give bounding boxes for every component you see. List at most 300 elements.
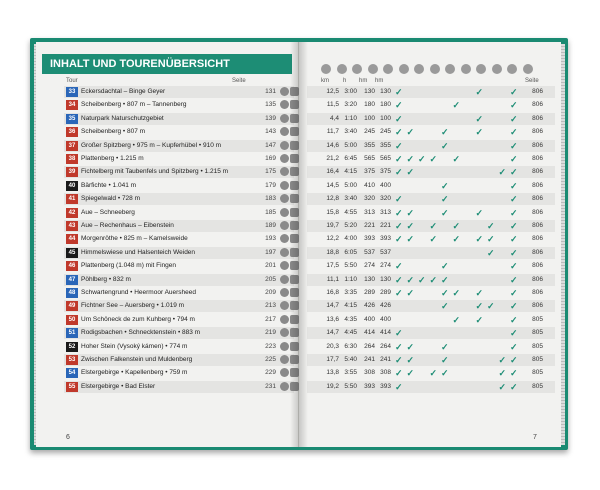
check-icon: ✓ bbox=[487, 247, 495, 258]
stat-cell: 21,2 bbox=[326, 155, 339, 162]
tour-row bbox=[66, 126, 296, 138]
check-icon: ✓ bbox=[452, 288, 461, 298]
tour-number: 45 bbox=[66, 248, 78, 258]
tour-number: 39 bbox=[66, 167, 78, 177]
table-row bbox=[309, 327, 561, 339]
table-row bbox=[309, 381, 561, 393]
stat-cell: 264 bbox=[380, 342, 391, 350]
stat-cell: 4:45 bbox=[344, 329, 357, 337]
stat-cell: 313 bbox=[364, 208, 375, 216]
stat-cell: 14,7 bbox=[326, 302, 339, 310]
stat-cell: 100 bbox=[364, 114, 375, 122]
suitability-icon bbox=[290, 208, 299, 217]
tour-name: Morgenröthe • 825 m – Kamelsweide bbox=[81, 235, 188, 243]
map-page: 806 bbox=[532, 141, 543, 149]
difficulty-icon bbox=[280, 315, 289, 324]
difficulty-icon bbox=[280, 208, 289, 217]
page-edge-right bbox=[561, 44, 565, 445]
section-title: INHALT UND TOURENÜBERSICHT bbox=[42, 54, 292, 74]
check-icon: ✓ bbox=[441, 127, 449, 138]
check-icon: ✓ bbox=[441, 368, 449, 379]
check-icon: ✓ bbox=[510, 194, 518, 205]
tour-page: 201 bbox=[265, 262, 276, 270]
stat-cell: 130 bbox=[380, 275, 391, 283]
stat-cell: 6:45 bbox=[344, 155, 357, 162]
check-icon: ✓ bbox=[429, 234, 438, 245]
tour-row bbox=[66, 220, 296, 232]
tour-row bbox=[66, 99, 296, 111]
check-icon: ✓ bbox=[475, 127, 484, 138]
stat-cell: 245 bbox=[380, 128, 391, 136]
tour-number: 51 bbox=[66, 328, 78, 338]
tour-page: 139 bbox=[265, 114, 276, 122]
tour-page: 219 bbox=[265, 329, 276, 337]
stat-cell: 4,4 bbox=[329, 114, 339, 122]
stat-cell: 5:00 bbox=[344, 141, 357, 149]
stat-cell: 393 bbox=[380, 235, 391, 243]
tour-row bbox=[66, 113, 296, 125]
tour-page: 189 bbox=[265, 222, 276, 229]
tour-name: Schwartengrund • Heermoor Auersheed bbox=[81, 289, 197, 296]
table-row bbox=[309, 166, 561, 178]
suitability-icon bbox=[290, 261, 299, 270]
tour-row bbox=[66, 86, 296, 98]
difficulty-icon bbox=[280, 275, 289, 284]
table-row bbox=[309, 354, 561, 366]
check-icon: ✓ bbox=[510, 113, 518, 124]
tour-row bbox=[66, 287, 296, 299]
check-icon: ✓ bbox=[395, 207, 403, 218]
tour-name: Spiegelwald • 728 m bbox=[81, 195, 141, 203]
tour-page: 175 bbox=[265, 168, 276, 176]
suitability-icon bbox=[290, 368, 299, 377]
check-icon: ✓ bbox=[510, 328, 518, 339]
tour-number: 43 bbox=[66, 221, 78, 231]
check-icon: ✓ bbox=[395, 140, 403, 151]
tour-number: 44 bbox=[66, 234, 78, 244]
check-icon: ✓ bbox=[475, 207, 484, 218]
check-icon: ✓ bbox=[475, 234, 484, 245]
check-icon: ✓ bbox=[406, 341, 415, 352]
map-page: 806 bbox=[532, 208, 543, 216]
tour-row bbox=[66, 354, 296, 366]
map-page: 806 bbox=[532, 262, 543, 270]
tour-page: 135 bbox=[265, 101, 276, 109]
check-icon: ✓ bbox=[395, 113, 403, 124]
check-icon: ✓ bbox=[452, 100, 461, 111]
stat-cell: 1:10 bbox=[344, 114, 357, 122]
stat-cell: 221 bbox=[364, 222, 375, 229]
tour-name: Himmelswiese und Halsenteich Weiden bbox=[81, 248, 196, 256]
stat-cell: 426 bbox=[364, 302, 375, 310]
tour-name: Fichtner See – Auersberg • 1.019 m bbox=[81, 302, 185, 310]
check-icon: ✓ bbox=[510, 167, 518, 178]
stat-cell: 16,4 bbox=[326, 168, 339, 176]
category-icon bbox=[430, 64, 440, 74]
tour-number: 47 bbox=[66, 275, 78, 285]
check-icon: ✓ bbox=[441, 301, 449, 312]
stat-cell: 308 bbox=[380, 369, 391, 377]
stat-cell: 414 bbox=[380, 329, 391, 337]
stat-cell: 4:15 bbox=[344, 302, 357, 310]
tour-row bbox=[66, 247, 296, 259]
tour-page: 225 bbox=[265, 356, 276, 363]
category-icon bbox=[352, 64, 362, 74]
table-row bbox=[309, 260, 561, 272]
check-icon: ✓ bbox=[429, 368, 438, 379]
map-page: 806 bbox=[532, 248, 543, 256]
table-row bbox=[309, 220, 561, 232]
stat-cell: 537 bbox=[364, 248, 375, 256]
check-icon: ✓ bbox=[441, 261, 449, 272]
stat-cell: 400 bbox=[364, 315, 375, 323]
check-icon: ✓ bbox=[441, 180, 449, 191]
tour-page: 131 bbox=[265, 88, 276, 95]
tour-number: 38 bbox=[66, 154, 78, 164]
stat-cell: 180 bbox=[364, 101, 375, 109]
stat-cell: 11,1 bbox=[326, 275, 339, 283]
tour-name: Scheibenberg • 807 m bbox=[81, 128, 146, 136]
map-page: 806 bbox=[532, 181, 543, 189]
stat-cell: 3:00 bbox=[344, 88, 357, 95]
table-row bbox=[309, 180, 561, 192]
page-number-right: 7 bbox=[533, 434, 537, 441]
suitability-icon bbox=[290, 275, 299, 284]
stat-cell: 245 bbox=[364, 128, 375, 136]
check-icon: ✓ bbox=[510, 341, 518, 352]
map-page: 806 bbox=[532, 114, 543, 122]
check-icon: ✓ bbox=[475, 87, 484, 97]
check-icon: ✓ bbox=[498, 355, 507, 365]
stat-cell: 5:50 bbox=[344, 262, 357, 270]
difficulty-icon bbox=[280, 100, 289, 109]
tour-number: 37 bbox=[66, 141, 78, 151]
check-icon: ✓ bbox=[418, 274, 426, 285]
stat-cell: 355 bbox=[364, 141, 375, 149]
stat-cell: 537 bbox=[380, 248, 391, 256]
stat-cell: 20,3 bbox=[326, 342, 339, 350]
tour-row bbox=[66, 140, 296, 152]
suitability-icon bbox=[290, 114, 299, 123]
check-icon: ✓ bbox=[441, 140, 449, 151]
category-icon bbox=[368, 64, 378, 74]
difficulty-icon bbox=[280, 368, 289, 377]
difficulty-icon bbox=[280, 355, 289, 364]
stat-cell: 11,7 bbox=[326, 128, 339, 136]
check-icon: ✓ bbox=[406, 221, 415, 231]
table-row bbox=[309, 153, 561, 165]
check-icon: ✓ bbox=[475, 113, 484, 124]
tour-name: Hoher Stein (Vysoký kámen) • 774 m bbox=[81, 342, 188, 350]
check-icon: ✓ bbox=[510, 207, 518, 218]
stat-cell: 3:40 bbox=[344, 195, 357, 203]
tour-page: 185 bbox=[265, 208, 276, 216]
page-number-left: 6 bbox=[66, 434, 70, 441]
difficulty-icon bbox=[280, 141, 289, 150]
tour-name: Plattenberg (1.048 m) mit Fingen bbox=[81, 262, 177, 270]
stat-cell: 221 bbox=[380, 222, 391, 229]
category-icon bbox=[399, 64, 409, 74]
category-icon bbox=[461, 64, 471, 74]
stat-cell: 308 bbox=[364, 369, 375, 377]
stat-cell: 13,6 bbox=[326, 315, 339, 323]
table-row bbox=[309, 113, 561, 125]
suitability-icon bbox=[290, 154, 299, 163]
check-icon: ✓ bbox=[441, 341, 449, 352]
table-row bbox=[309, 86, 561, 98]
category-icon bbox=[445, 64, 455, 74]
suitability-icon bbox=[290, 355, 299, 364]
table-row bbox=[309, 126, 561, 138]
check-icon: ✓ bbox=[510, 314, 518, 325]
map-page: 805 bbox=[532, 369, 543, 377]
stat-cell: 264 bbox=[364, 342, 375, 350]
time-header: h bbox=[343, 78, 347, 84]
tour-row bbox=[66, 260, 296, 272]
tour-number: 35 bbox=[66, 114, 78, 124]
stat-cell: 11,5 bbox=[326, 101, 339, 109]
check-icon: ✓ bbox=[395, 154, 403, 164]
tour-name: Naturpark Naturschutzgebiet bbox=[81, 114, 164, 122]
check-icon: ✓ bbox=[510, 140, 518, 151]
map-page: 806 bbox=[532, 168, 543, 176]
check-icon: ✓ bbox=[510, 247, 518, 258]
check-icon: ✓ bbox=[395, 368, 403, 379]
check-icon: ✓ bbox=[441, 274, 449, 285]
tour-number: 40 bbox=[66, 181, 78, 191]
tour-row bbox=[66, 367, 296, 379]
table-row bbox=[309, 207, 561, 219]
difficulty-icon bbox=[280, 288, 289, 297]
tour-page: 183 bbox=[265, 195, 276, 203]
suitability-icon bbox=[290, 382, 299, 391]
stat-cell: 6:05 bbox=[344, 248, 357, 256]
stat-cell: 14,5 bbox=[326, 181, 339, 189]
map-page: 806 bbox=[532, 289, 543, 296]
stat-cell: 13,8 bbox=[326, 369, 339, 377]
tour-name: Pöhlberg • 832 m bbox=[81, 275, 131, 283]
stat-cell: 5:20 bbox=[344, 222, 357, 229]
right-page bbox=[299, 42, 561, 447]
stat-cell: 426 bbox=[380, 302, 391, 310]
stat-cell: 17,5 bbox=[326, 262, 339, 270]
tour-page: 209 bbox=[265, 289, 276, 296]
suitability-icon bbox=[290, 221, 299, 230]
stat-cell: 274 bbox=[380, 262, 391, 270]
tour-number: 55 bbox=[66, 382, 78, 392]
stat-cell: 5:40 bbox=[344, 356, 357, 363]
tour-name: Rodigsbachen • Schnecktenstein • 883 m bbox=[81, 329, 201, 337]
tour-row bbox=[66, 381, 296, 393]
stat-cell: 4:55 bbox=[344, 208, 357, 216]
check-icon: ✓ bbox=[395, 167, 403, 178]
tour-number: 48 bbox=[66, 288, 78, 298]
stat-cell: 17,7 bbox=[326, 356, 339, 363]
page-header: Seite bbox=[232, 78, 246, 84]
tour-name: Aue – Schneeberg bbox=[81, 208, 135, 216]
stat-cell: 180 bbox=[380, 101, 391, 109]
difficulty-icon bbox=[280, 382, 289, 391]
tour-number: 52 bbox=[66, 342, 78, 352]
difficulty-icon bbox=[280, 194, 289, 203]
stat-cell: 274 bbox=[364, 262, 375, 270]
category-icon bbox=[414, 64, 424, 74]
check-icon: ✓ bbox=[475, 288, 484, 298]
difficulty-icon bbox=[280, 181, 289, 190]
check-icon: ✓ bbox=[429, 154, 438, 164]
check-icon: ✓ bbox=[510, 301, 518, 312]
check-icon: ✓ bbox=[395, 234, 403, 245]
stat-cell: 100 bbox=[380, 114, 391, 122]
tour-row bbox=[66, 207, 296, 219]
tour-row bbox=[66, 327, 296, 339]
map-page: 805 bbox=[532, 342, 543, 350]
check-icon: ✓ bbox=[441, 194, 449, 205]
stat-cell: 12,2 bbox=[326, 235, 339, 243]
tour-name: Großer Spitzberg • 975 m – Kupferhübel • 910 m bbox=[81, 141, 222, 149]
stat-cell: 5:00 bbox=[344, 181, 357, 189]
map-page: 806 bbox=[532, 222, 543, 229]
tour-page: 147 bbox=[265, 141, 276, 149]
category-icon bbox=[383, 64, 393, 74]
check-icon: ✓ bbox=[406, 274, 415, 285]
stat-cell: 241 bbox=[364, 356, 375, 363]
map-page: 806 bbox=[532, 275, 543, 283]
tour-row bbox=[66, 153, 296, 165]
tour-number: 42 bbox=[66, 208, 78, 218]
tour-page: 205 bbox=[265, 275, 276, 283]
table-row bbox=[309, 341, 561, 353]
difficulty-icon bbox=[280, 342, 289, 351]
table-row bbox=[309, 140, 561, 152]
check-icon: ✓ bbox=[510, 381, 518, 392]
check-icon: ✓ bbox=[395, 341, 403, 352]
tour-name: Elstergebirge • Bad Elster bbox=[81, 382, 156, 390]
tour-page: 229 bbox=[265, 369, 276, 377]
check-icon: ✓ bbox=[452, 154, 461, 164]
table-row bbox=[309, 367, 561, 379]
tour-row bbox=[66, 166, 296, 178]
left-page bbox=[36, 42, 299, 447]
stat-cell: 393 bbox=[364, 235, 375, 243]
check-icon: ✓ bbox=[475, 301, 484, 312]
tour-page: 213 bbox=[265, 302, 276, 310]
table-row bbox=[309, 247, 561, 259]
table-row bbox=[309, 99, 561, 111]
tour-name: Elstergebirge • Kapellenberg • 759 m bbox=[81, 369, 188, 377]
stat-cell: 12,5 bbox=[326, 88, 339, 95]
tour-name: Scheibenberg • 807 m – Tannenberg bbox=[81, 101, 187, 109]
tour-number: 54 bbox=[66, 368, 78, 378]
difficulty-icon bbox=[280, 114, 289, 123]
map-page: 806 bbox=[532, 235, 543, 243]
difficulty-icon bbox=[280, 301, 289, 310]
stat-cell: 14,6 bbox=[326, 141, 339, 149]
map-page: 805 bbox=[532, 382, 543, 390]
table-row bbox=[309, 300, 561, 312]
descent-header: hm bbox=[375, 78, 384, 84]
tour-number: 50 bbox=[66, 315, 78, 325]
check-icon: ✓ bbox=[510, 87, 518, 97]
stat-cell: 3:20 bbox=[344, 101, 357, 109]
table-row bbox=[309, 233, 561, 245]
check-icon: ✓ bbox=[406, 355, 415, 365]
stat-cell: 130 bbox=[364, 88, 375, 95]
table-row bbox=[309, 287, 561, 299]
tour-number: 46 bbox=[66, 261, 78, 271]
stat-cell: 241 bbox=[380, 356, 391, 363]
check-icon: ✓ bbox=[406, 207, 415, 218]
check-icon: ✓ bbox=[510, 368, 518, 379]
stat-cell: 16,8 bbox=[326, 289, 339, 296]
check-icon: ✓ bbox=[487, 301, 495, 312]
stat-cell: 320 bbox=[364, 195, 375, 203]
stat-cell: 410 bbox=[364, 181, 375, 189]
tour-number: 33 bbox=[66, 87, 78, 97]
suitability-icon bbox=[290, 194, 299, 203]
tour-name: Eckersdachtal – Binge Geyer bbox=[81, 88, 166, 95]
check-icon: ✓ bbox=[395, 221, 403, 231]
tour-page: 143 bbox=[265, 128, 276, 136]
tour-row bbox=[66, 180, 296, 192]
stat-cell: 400 bbox=[380, 315, 391, 323]
stat-cell: 3:40 bbox=[344, 128, 357, 136]
suitability-icon bbox=[290, 234, 299, 243]
map-page: 806 bbox=[532, 128, 543, 136]
suitability-icon bbox=[290, 141, 299, 150]
check-icon: ✓ bbox=[395, 261, 403, 272]
stat-cell: 3:35 bbox=[344, 289, 357, 296]
stat-cell: 4:35 bbox=[344, 315, 357, 323]
check-icon: ✓ bbox=[510, 127, 518, 138]
stat-cell: 375 bbox=[364, 168, 375, 176]
suitability-icon bbox=[290, 288, 299, 297]
difficulty-icon bbox=[280, 167, 289, 176]
tour-number: 41 bbox=[66, 194, 78, 204]
category-icon bbox=[476, 64, 486, 74]
category-icon bbox=[523, 64, 533, 74]
stat-cell: 6:30 bbox=[344, 342, 357, 350]
difficulty-icon bbox=[280, 248, 289, 257]
category-icon bbox=[492, 64, 502, 74]
check-icon: ✓ bbox=[510, 234, 518, 245]
check-icon: ✓ bbox=[395, 127, 403, 138]
check-icon: ✓ bbox=[510, 288, 518, 298]
stat-cell: 19,2 bbox=[326, 382, 339, 390]
stat-cell: 393 bbox=[364, 382, 375, 390]
check-icon: ✓ bbox=[429, 221, 438, 231]
difficulty-icon bbox=[280, 234, 289, 243]
stat-cell: 400 bbox=[380, 181, 391, 189]
tour-number: 34 bbox=[66, 100, 78, 110]
tour-page: 169 bbox=[265, 155, 276, 162]
stat-cell: 130 bbox=[380, 88, 391, 95]
suitability-icon bbox=[290, 181, 299, 190]
check-icon: ✓ bbox=[510, 261, 518, 272]
check-icon: ✓ bbox=[441, 355, 449, 365]
suitability-icon bbox=[290, 301, 299, 310]
map-page: 805 bbox=[532, 356, 543, 363]
km-header: km bbox=[321, 78, 329, 84]
stat-cell: 289 bbox=[380, 289, 391, 296]
tour-name: Bärfichte • 1.041 m bbox=[81, 181, 137, 189]
check-icon: ✓ bbox=[406, 234, 415, 245]
ascent-header: hm bbox=[359, 78, 368, 84]
tour-name: Aue – Rechenhaus – Eibenstein bbox=[81, 222, 174, 229]
suitability-icon bbox=[290, 328, 299, 337]
stat-cell: 355 bbox=[380, 141, 391, 149]
check-icon: ✓ bbox=[418, 154, 426, 164]
